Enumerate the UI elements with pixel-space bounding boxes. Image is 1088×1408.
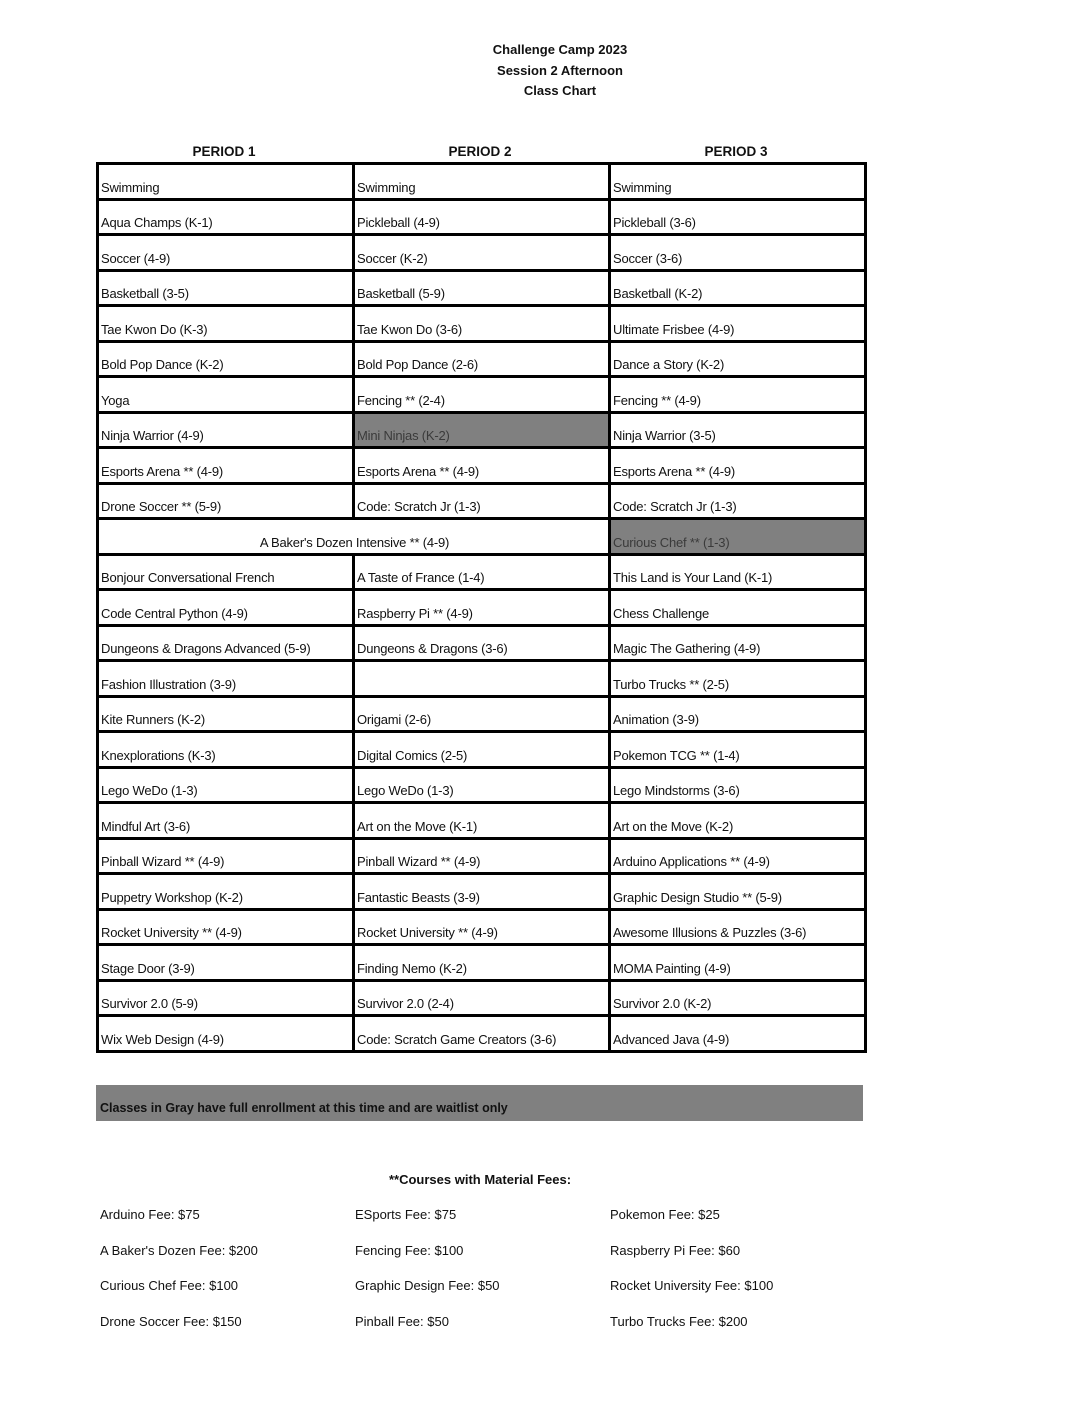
class-cell: Swimming xyxy=(98,164,354,200)
class-cell: Magic The Gathering (4-9) xyxy=(610,625,866,661)
material-fees-title: **Courses with Material Fees: xyxy=(388,1172,572,1187)
class-cell: Swimming xyxy=(610,164,866,200)
class-cell: Code: Scratch Jr (1-3) xyxy=(354,483,610,519)
class-cell: Wix Web Design (4-9) xyxy=(98,1016,354,1052)
table-row xyxy=(98,483,866,519)
class-cell: Lego Mindstorms (3-6) xyxy=(610,767,866,803)
table-row xyxy=(98,625,866,661)
class-cell: Advanced Java (4-9) xyxy=(610,1016,866,1052)
waitlist-notice: Classes in Gray have full enrollment at this time and are waitlist only xyxy=(96,1085,863,1121)
class-cell: Turbo Trucks ** (2-5) xyxy=(610,661,866,697)
table-row xyxy=(98,554,866,590)
session-title: Session 2 Afternoon xyxy=(497,62,623,78)
fee-item: Fencing Fee: $100 xyxy=(355,1242,464,1258)
class-cell: Code: Scratch Game Creators (3-6) xyxy=(354,1016,610,1052)
class-cell: Mindful Art (3-6) xyxy=(98,803,354,839)
table-row xyxy=(98,661,866,697)
fee-item: Pokemon Fee: $25 xyxy=(610,1207,720,1222)
fee-item: Arduino Fee: $75 xyxy=(100,1207,200,1222)
class-cell-full: Curious Chef ** (1-3) xyxy=(610,519,866,555)
fee-item: Raspberry Pi Fee: $60 xyxy=(610,1242,741,1258)
table-row xyxy=(98,909,866,945)
class-cell: Pokemon TCG ** (1-4) xyxy=(610,732,866,768)
class-cell: Pinball Wizard ** (4-9) xyxy=(98,838,354,874)
class-cell: Code: Scratch Jr (1-3) xyxy=(610,483,866,519)
table-row xyxy=(98,803,866,839)
class-cell: Digital Comics (2-5) xyxy=(354,732,610,768)
class-cell: Ninja Warrior (4-9) xyxy=(98,412,354,448)
class-cell: Pickleball (3-6) xyxy=(610,199,866,235)
fee-row xyxy=(100,1278,870,1314)
class-cell: Bold Pop Dance (2-6) xyxy=(354,341,610,377)
class-cell: Ultimate Frisbee (4-9) xyxy=(610,306,866,342)
table-row xyxy=(98,341,866,377)
period-3-header: PERIOD 3 xyxy=(704,144,768,159)
fee-row xyxy=(100,1243,870,1279)
class-cell: Dungeons & Dragons Advanced (5-9) xyxy=(98,625,354,661)
fee-row xyxy=(100,1207,870,1243)
table-row xyxy=(98,377,866,413)
material-fees-list xyxy=(100,1207,870,1349)
class-cell: Bonjour Conversational French xyxy=(98,554,354,590)
table-row xyxy=(98,590,866,626)
class-cell: Basketball (5-9) xyxy=(354,270,610,306)
class-cell: Raspberry Pi ** (4-9) xyxy=(354,590,610,626)
class-cell: Art on the Move (K-1) xyxy=(354,803,610,839)
class-cell: Esports Arena ** (4-9) xyxy=(610,448,866,484)
class-cell: Fantastic Beasts (3-9) xyxy=(354,874,610,910)
class-cell: Aqua Champs (K-1) xyxy=(98,199,354,235)
class-cell: Fashion Illustration (3-9) xyxy=(98,661,354,697)
fee-item: Drone Soccer Fee: $150 xyxy=(100,1313,242,1329)
table-row xyxy=(98,412,866,448)
fee-item: Pinball Fee: $50 xyxy=(355,1313,449,1329)
class-cell-full: Mini Ninjas (K-2) xyxy=(354,412,610,448)
table-row xyxy=(98,874,866,910)
table-row xyxy=(98,732,866,768)
class-cell: This Land is Your Land (K-1) xyxy=(610,554,866,590)
class-cell: Survivor 2.0 (5-9) xyxy=(98,980,354,1016)
class-cell: Awesome Illusions & Puzzles (3-6) xyxy=(610,909,866,945)
class-cell: Rocket University ** (4-9) xyxy=(98,909,354,945)
class-cell: MOMA Painting (4-9) xyxy=(610,945,866,981)
fee-item: ESports Fee: $75 xyxy=(355,1207,457,1222)
table-row xyxy=(98,164,866,200)
class-cell: Kite Runners (K-2) xyxy=(98,696,354,732)
class-cell: Lego WeDo (1-3) xyxy=(98,767,354,803)
class-cell xyxy=(354,661,610,697)
class-cell: Soccer (4-9) xyxy=(98,235,354,271)
class-cell: A Baker's Dozen Intensive ** (4-9) xyxy=(98,519,610,555)
class-cell: Tae Kwon Do (3-6) xyxy=(354,306,610,342)
class-cell: Graphic Design Studio ** (5-9) xyxy=(610,874,866,910)
class-cell: Esports Arena ** (4-9) xyxy=(354,448,610,484)
period-1-header: PERIOD 1 xyxy=(192,144,256,159)
class-cell: Drone Soccer ** (5-9) xyxy=(98,483,354,519)
class-schedule-table xyxy=(96,162,867,1053)
table-row xyxy=(98,1016,866,1052)
class-cell: Finding Nemo (K-2) xyxy=(354,945,610,981)
class-cell: Rocket University ** (4-9) xyxy=(354,909,610,945)
table-row xyxy=(98,199,866,235)
class-cell: Basketball (3-5) xyxy=(98,270,354,306)
class-cell: Stage Door (3-9) xyxy=(98,945,354,981)
class-cell: Pinball Wizard ** (4-9) xyxy=(354,838,610,874)
fee-item: Curious Chef Fee: $100 xyxy=(100,1278,239,1293)
class-cell: Arduino Applications ** (4-9) xyxy=(610,838,866,874)
table-row xyxy=(98,980,866,1016)
class-cell: Dance a Story (K-2) xyxy=(610,341,866,377)
fee-item: Graphic Design Fee: $50 xyxy=(355,1278,500,1293)
class-cell: Ninja Warrior (3-5) xyxy=(610,412,866,448)
class-cell: Survivor 2.0 (2-4) xyxy=(354,980,610,1016)
table-row xyxy=(98,235,866,271)
class-cell: Lego WeDo (1-3) xyxy=(354,767,610,803)
class-cell: Dungeons & Dragons (3-6) xyxy=(354,625,610,661)
class-cell: Fencing ** (4-9) xyxy=(610,377,866,413)
class-cell: Tae Kwon Do (K-3) xyxy=(98,306,354,342)
period-headers xyxy=(96,144,864,159)
table-row xyxy=(98,767,866,803)
chart-title: Class Chart xyxy=(523,83,597,98)
class-cell: Code Central Python (4-9) xyxy=(98,590,354,626)
class-cell: Origami (2-6) xyxy=(354,696,610,732)
class-cell: Basketball (K-2) xyxy=(610,270,866,306)
class-cell: Soccer (K-2) xyxy=(354,235,610,271)
class-cell: Chess Challenge xyxy=(610,590,866,626)
table-row xyxy=(98,270,866,306)
class-cell: Pickleball (4-9) xyxy=(354,199,610,235)
document-title xyxy=(0,40,1088,102)
class-cell: Soccer (3-6) xyxy=(610,235,866,271)
class-cell: Puppetry Workshop (K-2) xyxy=(98,874,354,910)
table-row xyxy=(98,306,866,342)
class-cell: Esports Arena ** (4-9) xyxy=(98,448,354,484)
class-cell: Survivor 2.0 (K-2) xyxy=(610,980,866,1016)
fee-row xyxy=(100,1314,870,1350)
class-cell: Bold Pop Dance (K-2) xyxy=(98,341,354,377)
table-row xyxy=(98,519,866,555)
period-2-header: PERIOD 2 xyxy=(448,144,512,159)
table-row xyxy=(98,945,866,981)
class-cell: Swimming xyxy=(354,164,610,200)
fee-item: Rocket University Fee: $100 xyxy=(610,1278,774,1293)
class-cell: Art on the Move (K-2) xyxy=(610,803,866,839)
table-row xyxy=(98,838,866,874)
class-cell: Animation (3-9) xyxy=(610,696,866,732)
class-cell: A Taste of France (1-4) xyxy=(354,554,610,590)
camp-title: Challenge Camp 2023 xyxy=(492,42,628,57)
class-cell: Fencing ** (2-4) xyxy=(354,377,610,413)
table-row xyxy=(98,448,866,484)
table-row xyxy=(98,696,866,732)
fee-item: Turbo Trucks Fee: $200 xyxy=(610,1313,748,1329)
class-cell: Knexplorations (K-3) xyxy=(98,732,354,768)
class-cell: Yoga xyxy=(98,377,354,413)
fee-item: A Baker's Dozen Fee: $200 xyxy=(100,1242,258,1258)
